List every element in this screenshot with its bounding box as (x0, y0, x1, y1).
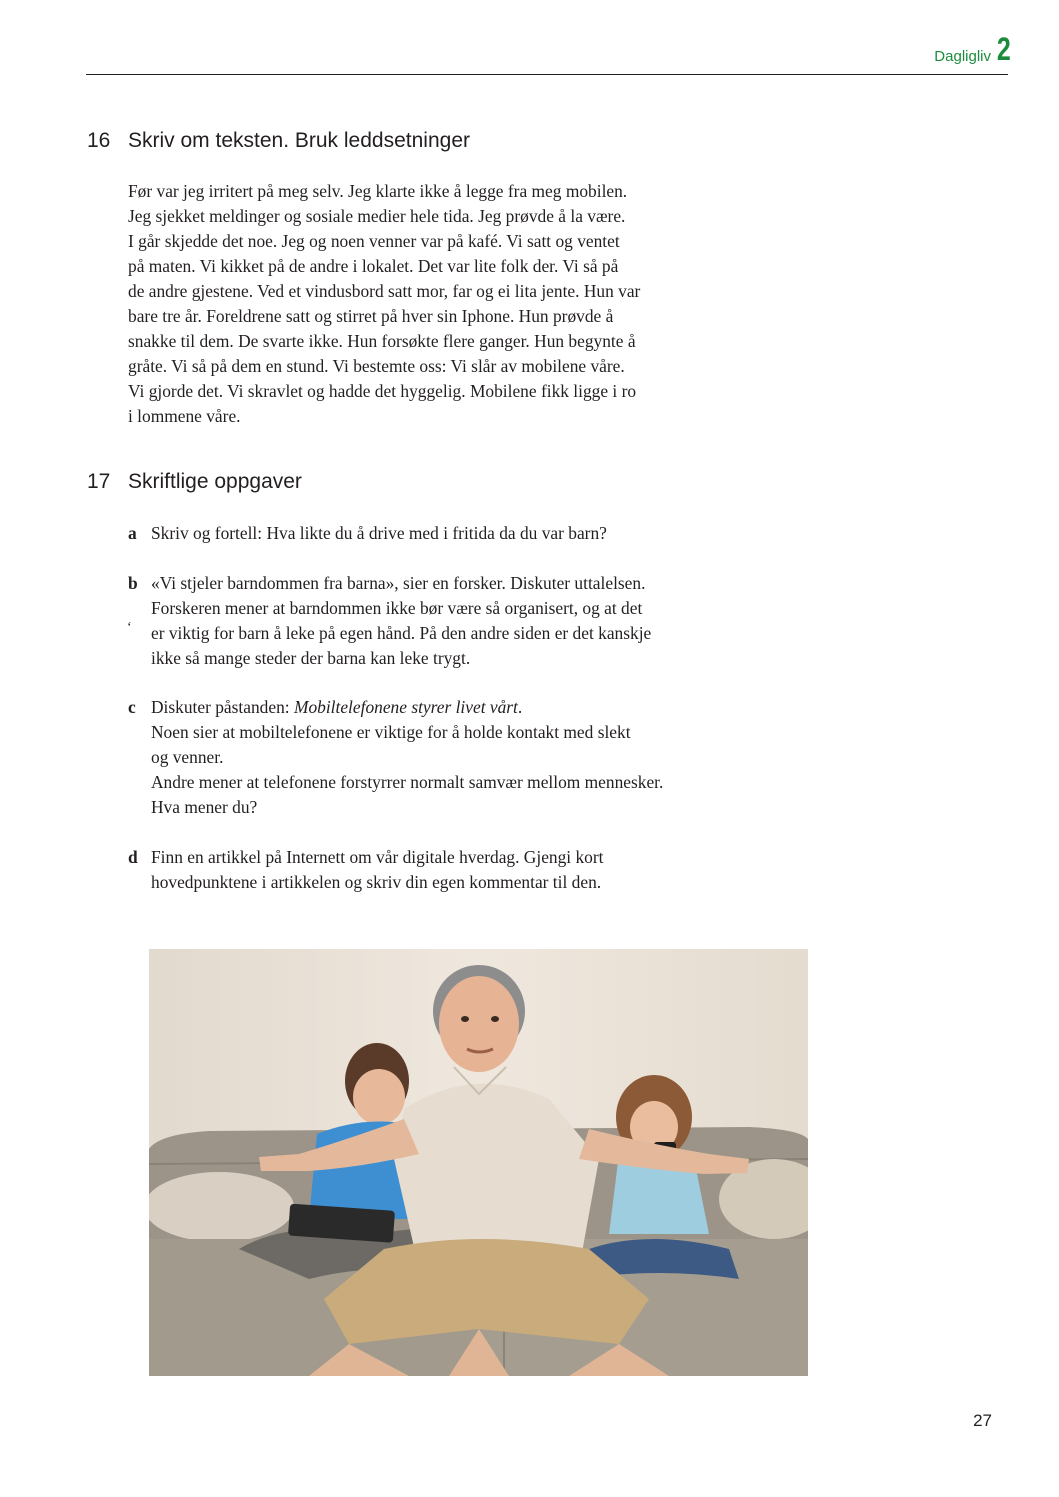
task-line: Finn en artikkel på Internett om vår digitale hverdag. Gjengi kort (151, 847, 604, 867)
family-sofa-photo (149, 949, 808, 1376)
task-line: og venner. (151, 747, 224, 767)
task-b-text (151, 571, 791, 671)
task-line: Skriv og fortell: Hva likte du å drive med i fritida da du var barn? (151, 523, 607, 543)
body-line: snakke til dem. De svarte ikke. Hun forsøkte flere ganger. Hun begynte å (128, 331, 636, 351)
section-17-title: Skriftlige oppgaver (128, 470, 302, 493)
task-c-claim-end: . (517, 697, 523, 717)
task-c-intro: Diskuter påstanden: (151, 697, 294, 717)
body-line: i lommene våre. (128, 406, 241, 426)
task-d-text (151, 845, 791, 895)
task-c-first-line (151, 695, 791, 720)
task-a-text (151, 521, 791, 546)
task-c-text (151, 695, 791, 820)
section-17-number: 17 (87, 470, 111, 493)
body-line: I går skjedde det noe. Jeg og noen venner var på kafé. Vi satt og ventet (128, 231, 620, 251)
task-d-letter: d (128, 847, 138, 867)
header-rule (86, 74, 1008, 75)
task-c-claim: Mobiltelefonene styrer livet vårt (293, 697, 518, 717)
body-line: Jeg sjekket meldinger og sosiale medier hele tida. Jeg prøvde å la være. (128, 206, 626, 226)
body-line: på maten. Vi kikket på de andre i lokalet. Det var lite folk der. Vi så på (128, 256, 619, 276)
task-line: Forskeren mener at barndommen ikke bør være så organisert, og at det (151, 598, 643, 618)
body-line: Før var jeg irritert på meg selv. Jeg klarte ikke å legge fra meg mobilen. (128, 181, 628, 201)
body-line: Vi gjorde det. Vi skravlet og hadde det hyggelig. Mobilene fikk ligge i ro (128, 381, 637, 401)
body-line: de andre gjestene. Ved et vindusbord satt mor, far og ei lita jente. Hun var (128, 281, 641, 301)
task-line: hovedpunktene i artikkelen og skriv din egen kommentar til den. (151, 872, 602, 892)
body-line: gråte. Vi så på dem en stund. Vi bestemte oss: Vi slår av mobilene våre. (128, 356, 625, 376)
task-line: Noen sier at mobiltelefonene er viktige for å holde kontakt med slekt (151, 722, 631, 742)
chapter-number: 2 (997, 31, 1011, 67)
family-sofa-illustration (149, 949, 808, 1376)
page-number: 27 (973, 1411, 992, 1430)
running-header-label: Dagligliv (934, 48, 991, 65)
task-c-letter: c (128, 697, 136, 717)
task-b-letter: b (128, 573, 138, 593)
body-line: bare tre år. Foreldrene satt og stirret på hver sin Iphone. Hun prøvde å (128, 306, 614, 326)
section-16-title: Skriv om teksten. Bruk leddsetninger (128, 129, 470, 152)
task-line: «Vi stjeler barndommen fra barna», sier en forsker. Diskuter uttalelsen. (151, 573, 646, 593)
stray-quote-mark: ‘ (127, 620, 132, 635)
section-16-number: 16 (87, 129, 111, 152)
task-line: Andre mener at telefonene forstyrrer normalt samvær mellom mennesker. (151, 772, 664, 792)
task-a-letter: a (128, 523, 137, 543)
section-16-body (128, 179, 768, 429)
task-line: ikke så mange steder der barna kan leke trygt. (151, 648, 471, 668)
task-line: er viktig for barn å leke på egen hånd. På den andre siden er det kanskje (151, 623, 652, 643)
task-line: Hva mener du? (151, 797, 258, 817)
